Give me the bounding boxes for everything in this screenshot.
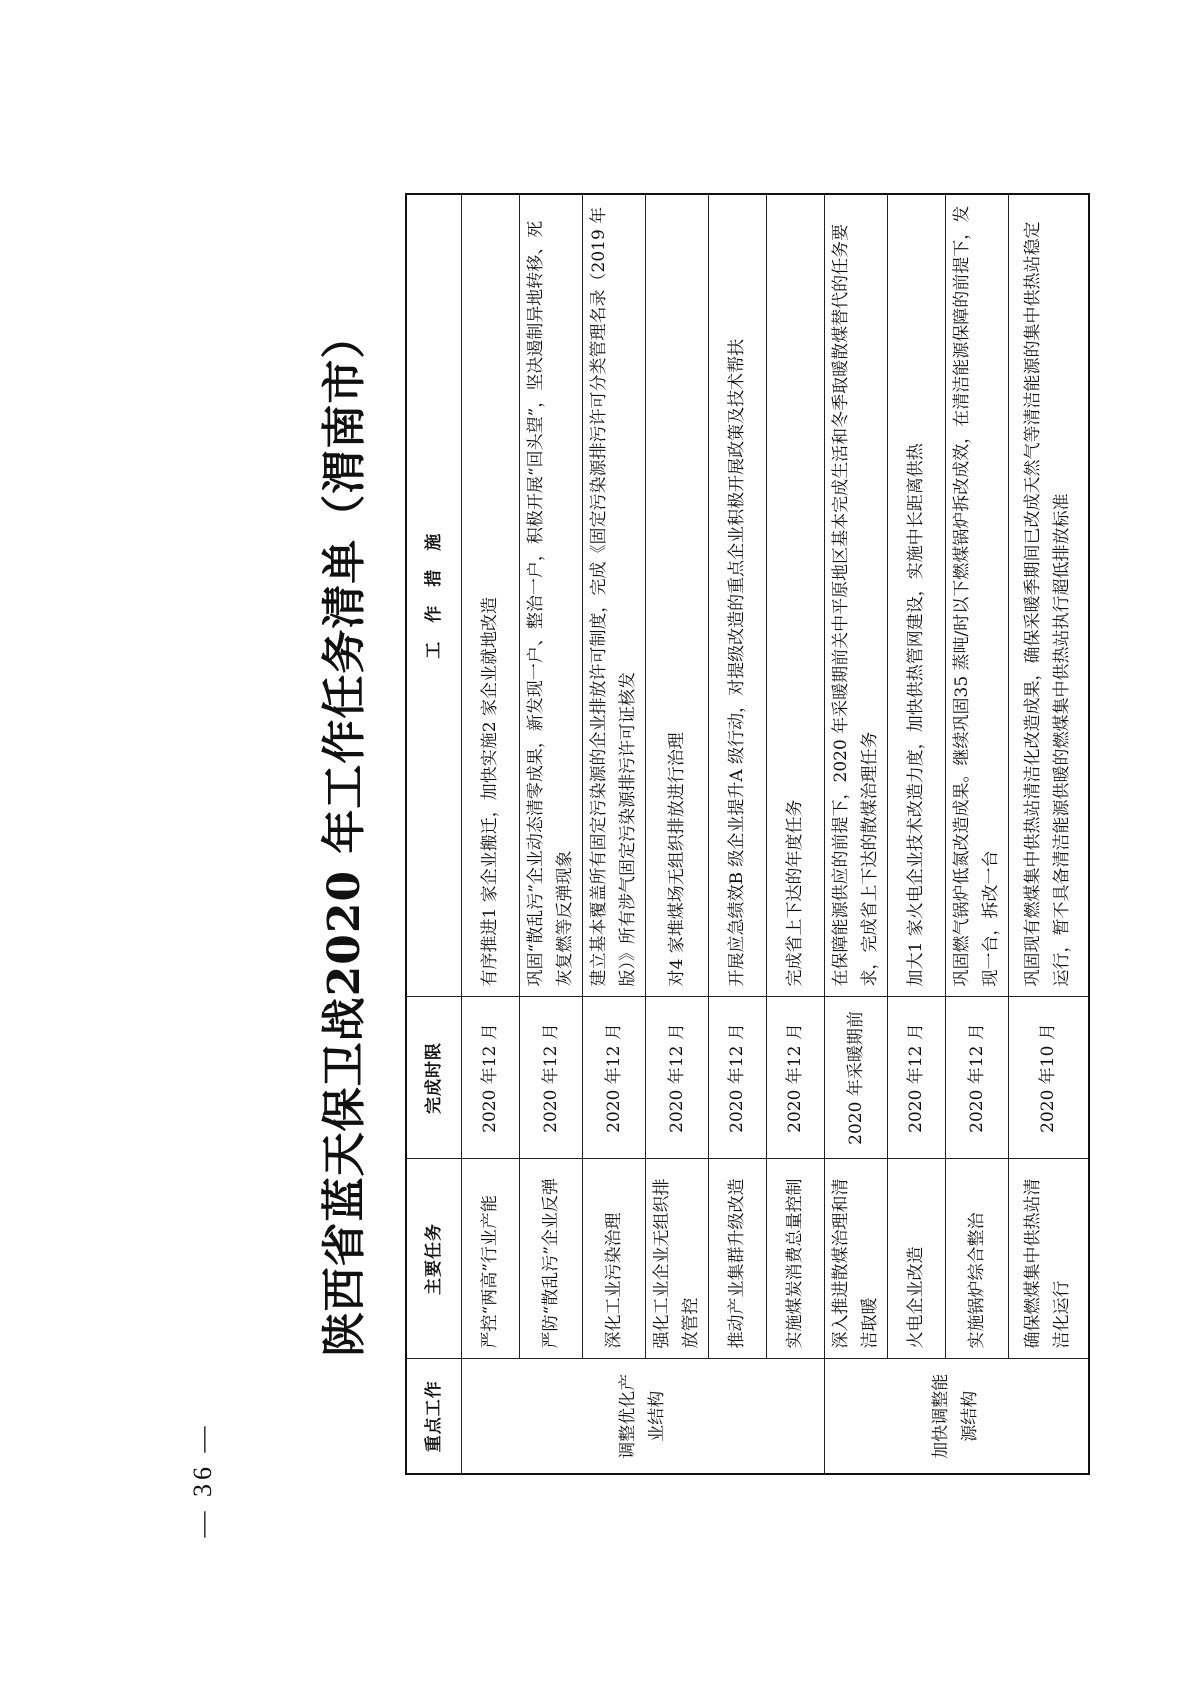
deadline-cell: 2020 年10 月 bbox=[1009, 997, 1089, 1159]
task-cell: 确保燃煤集中供热站清洁化运行 bbox=[1009, 1159, 1089, 1359]
table-header-row bbox=[406, 194, 462, 1474]
task-cell: 火电企业改造 bbox=[888, 1159, 946, 1359]
task-table bbox=[405, 193, 1090, 1475]
table-row bbox=[462, 194, 520, 1474]
table-row bbox=[520, 194, 583, 1474]
header-area: 重点工作 bbox=[406, 1359, 462, 1474]
table-row bbox=[888, 194, 946, 1474]
task-cell: 严防“散乱污”企业反弹 bbox=[520, 1159, 583, 1359]
deadline-cell: 2020 年12 月 bbox=[583, 997, 646, 1159]
task-cell: 实施煤炭消费总量控制 bbox=[767, 1159, 825, 1359]
task-cell: 实施锅炉综合整治 bbox=[946, 1159, 1009, 1359]
deadline-cell: 2020 年12 月 bbox=[946, 997, 1009, 1159]
deadline-cell: 2020 年12 月 bbox=[888, 997, 946, 1159]
deadline-cell: 2020 年采暖期前 bbox=[825, 997, 888, 1159]
measure-cell: 巩固“散乱污”企业动态清零成果，新发现一户、整治一户，积极开展“回头望”，坚决遏制异地转移、死灰复燃等反弹现象 bbox=[520, 194, 583, 997]
table-row bbox=[583, 194, 646, 1474]
document-title: 陕西省蓝天保卫战2020 年工作任务清单（渭南市） bbox=[319, 313, 370, 1357]
deadline-cell: 2020 年12 月 bbox=[767, 997, 825, 1159]
measure-cell: 开展应急绩效B 级企业提升A 级行动，对提级改造的重点企业积极开展政策及技术帮扶 bbox=[709, 194, 767, 997]
task-cell: 深入推进散煤治理和清洁取暖 bbox=[825, 1159, 888, 1359]
group-cell: 加快调整能源结构 bbox=[825, 1359, 1089, 1474]
table-row bbox=[946, 194, 1009, 1474]
measure-cell: 巩固燃气锅炉低氮改造成果。继续巩固35 蒸吨/时以下燃煤锅炉拆改成效，在清洁能源保障的前提下，发现一台，拆改一台 bbox=[946, 194, 1009, 997]
measure-cell: 有序推进1 家企业搬迁，加快实施2 家企业就地改造 bbox=[462, 194, 520, 997]
rotated-page-content bbox=[295, 195, 1073, 1475]
header-task: 主要任务 bbox=[406, 1159, 462, 1359]
task-cell: 推动产业集群升级改造 bbox=[709, 1159, 767, 1359]
measure-cell: 对4 家堆煤场无组织排放进行治理 bbox=[646, 194, 709, 997]
deadline-cell: 2020 年12 月 bbox=[646, 997, 709, 1159]
header-deadline: 完成时限 bbox=[406, 997, 462, 1159]
header-measure: 工 作 措 施 bbox=[406, 194, 462, 997]
deadline-cell: 2020 年12 月 bbox=[462, 997, 520, 1159]
table-row bbox=[1009, 194, 1089, 1474]
deadline-cell: 2020 年12 月 bbox=[709, 997, 767, 1159]
table-row bbox=[767, 194, 825, 1474]
table-row bbox=[646, 194, 709, 1474]
measure-cell: 在保障能源供应的前提下，2020 年采暖期前关中平原地区基本完成生活和冬季取暖散煤替代的任务要求，完成省上下达的散煤治理任务 bbox=[825, 194, 888, 997]
table-row bbox=[825, 194, 888, 1474]
task-cell: 深化工业污染治理 bbox=[583, 1159, 646, 1359]
measure-cell: 建立基本覆盖所有固定污染源的企业排放许可制度，完成《固定污染源排污许可分类管理名录（2019 年版）》所有涉气固定污染源排污许可证核发 bbox=[583, 194, 646, 997]
page-footer bbox=[183, 1400, 223, 1560]
measure-cell: 巩固现有燃煤集中供热站清洁化改造成果，确保采暖季期间已改成天然气等清洁能源的集中供热站稳定运行，暂不具备清洁能源供暖的燃煤集中供热站执行超低排放标准 bbox=[1009, 194, 1089, 997]
measure-cell: 加大1 家火电企业技术改造力度，加快供热管网建设，实施中长距离供热 bbox=[888, 194, 946, 997]
measure-cell: 完成省上下达的年度任务 bbox=[767, 194, 825, 997]
task-cell: 严控“两高”行业产能 bbox=[462, 1159, 520, 1359]
task-cell: 强化工业企业无组织排放管控 bbox=[646, 1159, 709, 1359]
group-cell: 调整优化产业结构 bbox=[462, 1359, 825, 1474]
page-number: — 36 — bbox=[188, 1422, 217, 1538]
deadline-cell: 2020 年12 月 bbox=[520, 997, 583, 1159]
table-row bbox=[709, 194, 767, 1474]
